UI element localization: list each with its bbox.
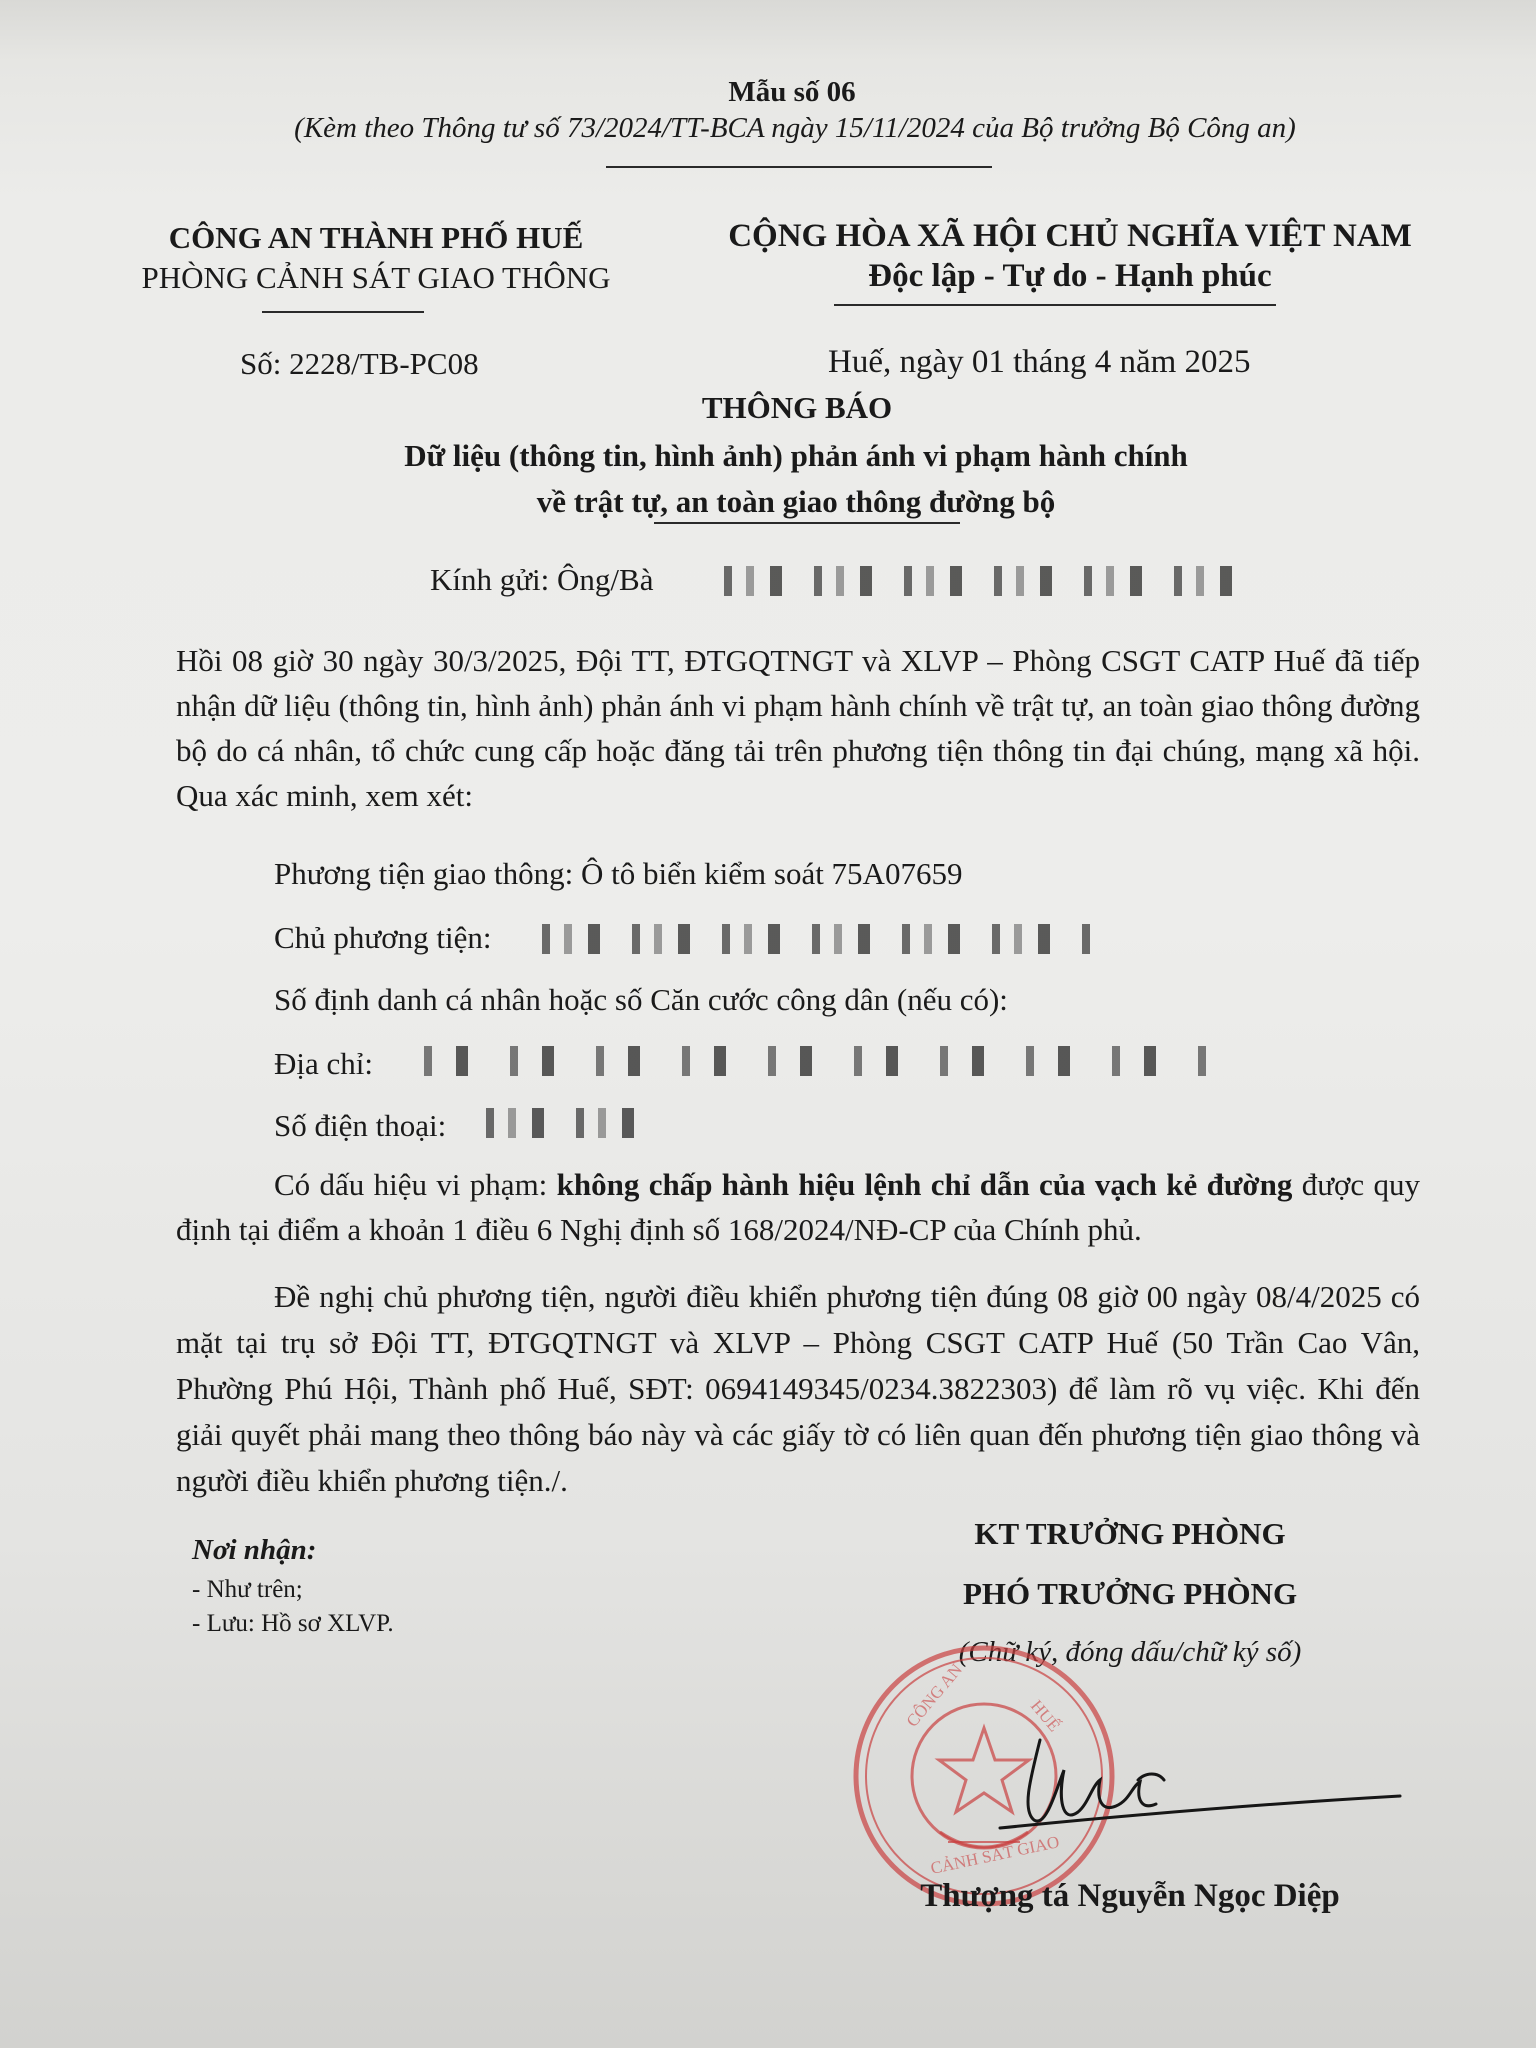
- owner-field-label: Chủ phương tiện:: [274, 920, 492, 955]
- address-redacted: [404, 1046, 1220, 1076]
- recipient-item: - Như trên;: [192, 1576, 303, 1603]
- place-and-date: Huế, ngày 01 tháng 4 năm 2025: [828, 344, 1251, 380]
- agency-name: CÔNG AN THÀNH PHỐ HUẾ: [168, 220, 584, 255]
- violation-paragraph: [176, 1162, 1420, 1252]
- form-attached-note: (Kèm theo Thông tư số 73/2024/TT-BCA ngày 15/11/2024 của Bộ trưởng Bộ Công an): [294, 112, 1296, 144]
- recipient-item: - Lưu: Hồ sơ XLVP.: [192, 1610, 394, 1637]
- signature-note: (Chữ ký, đóng dấu/chữ ký số): [958, 1636, 1302, 1668]
- signature-title-line1: KT TRƯỞNG PHÒNG: [974, 1516, 1286, 1551]
- address-field-label: Địa chỉ:: [274, 1046, 373, 1081]
- recipients-label: Nơi nhận:: [192, 1534, 317, 1566]
- document-number: Số: 2228/TB-PC08: [240, 346, 479, 381]
- id-number-field-label: Số định danh cá nhân hoặc số Căn cước công dân (nếu có):: [274, 982, 1008, 1017]
- addressee-label: Kính gửi: Ông/Bà: [430, 562, 654, 597]
- title-underline: [654, 522, 960, 524]
- form-underline: [606, 166, 992, 168]
- violation-legal-basis: được quy định tại điểm a khoản 1 điều 6 Nghị định số 168/2024/NĐ-CP của Chính phủ.: [176, 1167, 1420, 1247]
- agency-department: PHÒNG CẢNH SÁT GIAO THÔNG: [141, 260, 611, 295]
- handwritten-signature: [960, 1720, 1410, 1850]
- agency-underline: [262, 311, 424, 313]
- owner-redacted: [528, 924, 1102, 954]
- violation-description: không chấp hành hiệu lệnh chỉ dẫn của vạch kẻ đường: [556, 1167, 1293, 1202]
- document-subtitle-line2: về trật tự, an toàn giao thông đường bộ: [536, 484, 1056, 519]
- request-paragraph: Đề nghị chủ phương tiện, người điều khiển phương tiện đúng 08 giờ 00 ngày 08/4/2025 có mặt tại trụ sở Đội TT, ĐTGQTNGT và XLVP – Phòng CSGT CATP Huế (50 Trần Cao Vân, Phường Phú Hội, Thành phố Huế, SĐT: 0694149345/0234.3822303) để làm rõ vụ việc. Khi đến giải quyết phải mang theo thông báo này và các giấy tờ có liên quan đến phương tiện giao thông và người điều khiển phương tiện./.: [176, 1279, 1420, 1498]
- document-title: THÔNG BÁO: [701, 390, 893, 425]
- addressee-redacted: [710, 566, 1260, 596]
- vehicle-field: Phương tiện giao thông: Ô tô biển kiểm soát 75A07659: [274, 856, 963, 891]
- signer-name: Thượng tá Nguyễn Ngọc Diệp: [920, 1878, 1340, 1914]
- form-number: Mẫu số 06: [728, 76, 856, 108]
- violation-prefix: Có dấu hiệu vi phạm:: [274, 1167, 557, 1202]
- national-motto: Độc lập - Tự do - Hạnh phúc: [868, 258, 1272, 294]
- svg-text:CẢNH SÁT GIAO: CẢNH SÁT GIAO: [928, 1832, 1061, 1878]
- motto-underline: [834, 304, 1276, 306]
- signature-title-line2: PHÓ TRƯỞNG PHÒNG: [962, 1576, 1298, 1611]
- phone-field-label: Số điện thoại:: [274, 1108, 447, 1143]
- document-subtitle-line1: Dữ liệu (thông tin, hình ảnh) phản ánh vi phạm hành chính: [404, 438, 1188, 473]
- country-name: CỘNG HÒA XÃ HỘI CHỦ NGHĨA VIỆT NAM: [728, 218, 1412, 254]
- svg-text:CÔNG AN: CÔNG AN: [902, 1660, 966, 1731]
- phone-redacted: [472, 1108, 654, 1138]
- intro-paragraph: Hồi 08 giờ 30 ngày 30/3/2025, Đội TT, ĐTGQTNGT và XLVP – Phòng CSGT CATP Huế đã tiếp nhận dữ liệu (thông tin, hình ảnh) phản ánh vi phạm hành chính về trật tự, an toàn giao thông đường bộ do cá nhân, tổ chức cung cấp hoặc đăng tải trên phương tiện thông tin đại chúng, mạng xã hội. Qua xác minh, xem xét:: [176, 643, 1420, 813]
- svg-text:HUẾ: HUẾ: [1026, 1696, 1064, 1736]
